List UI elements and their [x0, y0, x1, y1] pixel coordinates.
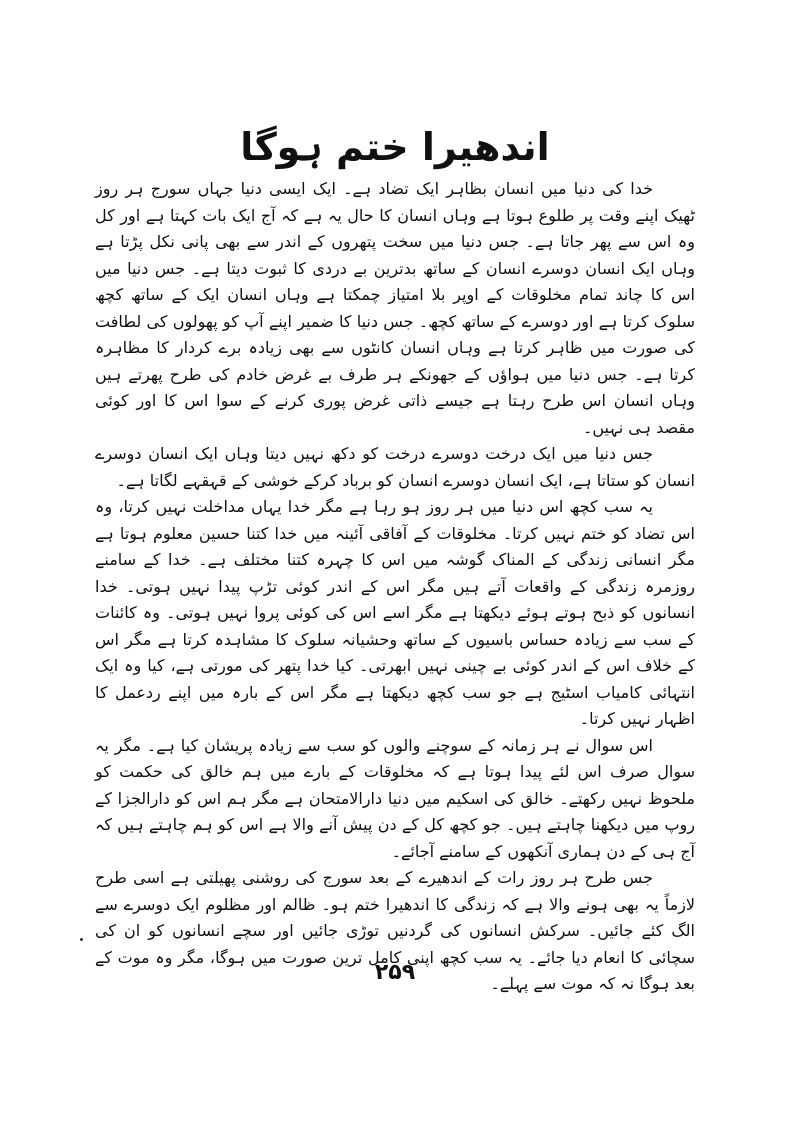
page-number: ۲۵۹ [374, 960, 416, 985]
paragraph: خدا کی دنیا میں انسان بظاہر ایک تضاد ہے۔ ایک ایسی دنیا جہاں سورج ہر روز ٹھیک اپنے وقت پر طلوع ہوتا ہے وہاں انسان کا حال یہ ہے کہ آج ایک بات کہتا ہے اور کل وہ اس سے پھر جاتا ہے۔ جس دنیا میں سخت پتھروں کے اندر سے بھی پانی نکل پڑتا ہے وہاں ایک انسان دوسرے انسان کے ساتھ بدترین بے دردی کا ثبوت دیتا ہے۔ جس دنیا میں اس کا چاند تمام مخلوقات کے اوپر بلا امتیاز چمکتا ہے وہاں انسان ایک کے ساتھ کچھ سلوک کرتا ہے اور دوسرے کے ساتھ کچھ۔ جس دنیا کا ضمیر اپنے آپ کو پھولوں کی لطافت کی صورت میں ظاہر کرتا ہے وہاں انسان کانٹوں سے بھی زیادہ برے کردار کا مظاہرہ کرتا ہے۔ جس دنیا میں ہواؤں کے جھونکے ہر طرف بے غرض خادم کی طرح پھرتے ہیں وہاں انسان اس طرح رہتا ہے جیسے ذاتی غرض پوری کرنے کے سوا اس کا اور کوئی مقصد ہی نہیں۔ [95, 179, 695, 437]
paragraph: یہ سب کچھ اس دنیا میں ہر روز ہو رہا ہے مگر خدا یہاں مداخلت نہیں کرتا، وہ اس تضاد کو ختم نہیں کرتا۔ مخلوقات کے آفاقی آئینہ میں خدا کتنا حسین معلوم ہوتا ہے مگر انسانی زندگی کے المناک گوشہ میں اس کا چہرہ کتنا مختلف ہے۔ خدا کے سامنے روزمرہ زندگی کے واقعات آتے ہیں مگر اس کے اندر کوئی تڑپ پیدا نہیں ہوتی۔ خدا انسانوں کو ذبح ہوتے ہوئے دیکھتا ہے مگر اسے اس کی کوئی پروا نہیں ہوتی۔ وہ کائنات کے سب سے زیادہ حساس باسیوں کے ساتھ وحشیانہ سلوک کا مشاہدہ کرتا ہے مگر اس کے خلاف اس کے اندر کوئی بے چینی نہیں ابھرتی۔ کیا خدا پتھر کی مورتی ہے، کیا وہ ایک انتہائی کامیاب اسٹیج ہے جو سب کچھ دیکھتا ہے مگر اس کے بارہ میں اپنے ردعمل کا اظہار نہیں کرتا۔ [95, 497, 695, 728]
scan-speck [80, 938, 83, 941]
paragraph: جس طرح ہر روز رات کے اندھیرے کے بعد سورج کی روشنی پھیلتی ہے اسی طرح لازماً یہ بھی ہونے والا ہے کہ زندگی کا اندھیرا ختم ہو۔ ظالم اور مظلوم ایک دوسرے سے الگ کئے جائیں۔ سرکش انسانوں کی گردنیں توڑی جائیں اور سچے انسانوں کو ان کی سچائی کا انعام دیا جائے۔ یہ سب کچھ اپنی کامل ترین صورت میں ہوگا، مگر وہ موت کے بعد ہوگا نہ کہ موت سے پہلے۔ [95, 868, 695, 993]
chapter-title: اندھیرا ختم ہوگا [240, 125, 550, 170]
body-text [95, 176, 695, 998]
paragraph: جس دنیا میں ایک درخت دوسرے درخت کو دکھ نہیں دیتا وہاں ایک انسان دوسرے انسان کو ستاتا ہے، ایک انسان دوسرے انسان کو برباد کرکے خوشی کے قہقہے لگاتا ہے۔ [95, 444, 695, 490]
paragraph: اس سوال نے ہر زمانہ کے سوچنے والوں کو سب سے زیادہ پریشان کیا ہے۔ مگر یہ سوال صرف اس لئے پیدا ہوتا ہے کہ مخلوقات کے بارے میں ہم خالق کی حکمت کو ملحوظ نہیں رکھتے۔ خالق کی اسکیم میں دنیا دارالامتحان ہے مگر ہم اس کو دارالجزا کے روپ میں دیکھنا چاہتے ہیں۔ جو کچھ کل کے دن پیش آنے والا ہے اس کو ہم چاہتے ہیں کہ آج ہی کے دن ہماری آنکھوں کے سامنے آجائے۔ [95, 735, 695, 861]
